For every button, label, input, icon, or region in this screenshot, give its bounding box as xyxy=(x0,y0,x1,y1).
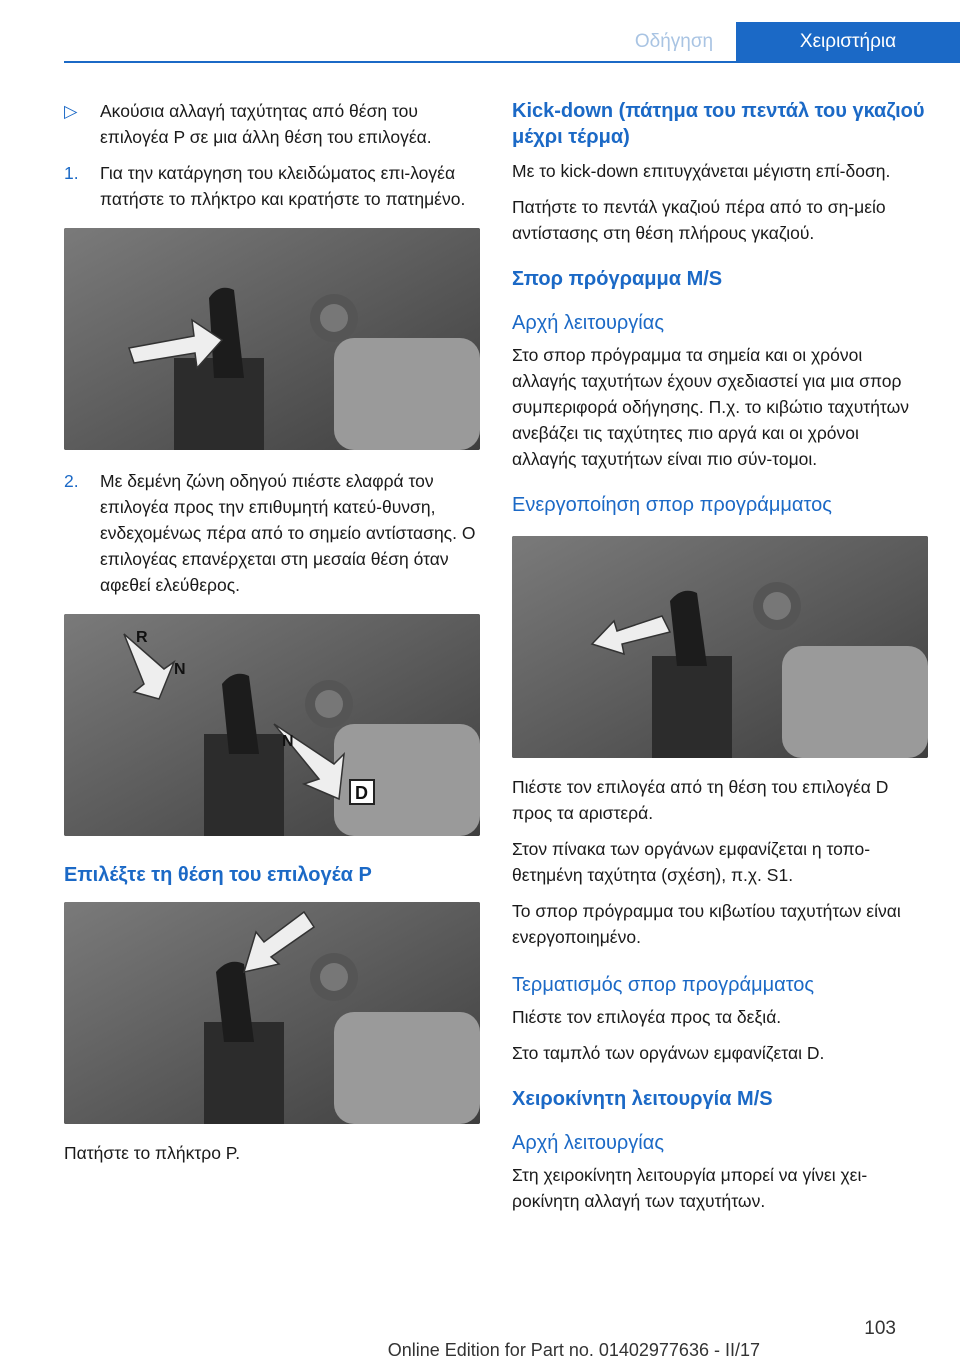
header-rule xyxy=(64,61,960,63)
page-footer xyxy=(0,1318,960,1362)
left-column xyxy=(64,98,480,1176)
active-chapter-tab[interactable]: Χειριστήρια xyxy=(736,22,960,62)
gear-label-n-top: N xyxy=(174,661,186,678)
press-p-text: Πατήστε το πλήκτρο P. xyxy=(64,1143,241,1163)
right-column xyxy=(512,98,928,1224)
warning-item xyxy=(64,98,480,150)
manual-text: Στη χειροκίνητη λειτουργία μπορεί να γίνει χει-ροκίνητη αλλαγή των ταχυτήτων. xyxy=(512,1165,868,1211)
step-1 xyxy=(64,160,480,212)
page-header xyxy=(0,0,960,62)
sport-activate-image xyxy=(512,536,928,758)
kickdown-heading: Kick-down (πάτημα του πεντάλ του γκαζιού μέχρι τέρμα) xyxy=(512,100,925,148)
step-2-text: Με δεμένη ζώνη οδηγού πιέστε ελαφρά τον επιλογέα προς την επιθυμητή κατεύ-θυνση, ενδεχομένως πέρα από το σημείο αντίστασης. Ο επιλογέας επανέρχεται στη μεσαία θέση όταν αφεθεί ελεύθερος. xyxy=(100,471,476,595)
end-text-1: Πιέστε τον επιλογέα προς τα δεξιά. xyxy=(512,1007,782,1027)
step-2 xyxy=(64,468,480,598)
select-p-heading: Επιλέξτε τη θέση του επιλογέα P xyxy=(64,864,372,886)
section-tab[interactable]: Οδήγηση xyxy=(634,31,714,52)
kickdown-text-2: Πατήστε το πεντάλ γκαζιού πέρα από το ση-μείο αντίστασης στη θέση πλήρους γκαζιού. xyxy=(512,197,886,243)
end-sport-heading: Τερματισμός σπορ προγράμματος xyxy=(512,974,815,996)
sport-program-heading: Σπορ πρόγραμμα M/S xyxy=(512,268,723,290)
activate-text-1: Πιέστε τον επιλογέα από τη θέση του επιλογέα D προς τα αριστερά. xyxy=(512,777,889,823)
gear-label-r: R xyxy=(136,629,148,646)
selector-positions-image xyxy=(64,614,480,836)
selector-unlock-image xyxy=(64,228,480,450)
edition-text: Online Edition for Part no. 01402977636 - II/17 xyxy=(387,1340,760,1360)
p-button-image xyxy=(64,902,480,1124)
warning-text: Ακούσια αλλαγή ταχύτητας από θέση του επιλογέα P σε μια άλλη θέση του επιλογέα. xyxy=(100,101,432,147)
principle-text: Στο σπορ πρόγραμμα τα σημεία και οι χρόνοι αλλαγής ταχυτήτων έχουν σχεδιαστεί για μια σπορ συμπεριφορά οδήγησης. Π.χ. το κιβώτιο ταχυτήτων ανεβάζει τις ταχύτητες πιο αργά και οι χρόνοι αλλαγής ταχυτήτων είναι πιο σύν-τομοι. xyxy=(512,345,910,469)
gear-label-n-bottom: N xyxy=(282,733,294,750)
manual-mode-heading: Χειροκίνητη λειτουργία M/S xyxy=(512,1088,773,1110)
step-1-text: Για την κατάργηση του κλειδώματος επι-λογέα πατήστε το πλήκτρο και κρατήστε το πατημένο. xyxy=(100,163,466,209)
gear-label-d: D xyxy=(355,783,368,803)
page-number: 103 xyxy=(864,1318,896,1339)
end-text-2: Στο ταμπλό των οργάνων εμφανίζεται D. xyxy=(512,1043,825,1063)
activate-sport-heading: Ενεργοποίηση σπορ προγράμματος xyxy=(512,494,832,516)
activate-text-2: Στον πίνακα των οργάνων εμφανίζεται η τοπο-θετημένη ταχύτητα (σχέση), π.χ. S1. xyxy=(512,839,871,885)
activate-text-3: Το σπορ πρόγραμμα του κιβωτίου ταχυτήτων είναι ενεργοποιημένο. xyxy=(512,901,901,947)
step-1-number: 1. xyxy=(64,163,79,183)
triangle-marker-icon: ▷ xyxy=(64,101,78,121)
kickdown-text-1: Με το kick-down επιτυγχάνεται μέγιστη επί-δοση. xyxy=(512,161,891,181)
manual-principle-heading: Αρχή λειτουργίας xyxy=(512,1132,664,1154)
principle-heading: Αρχή λειτουργίας xyxy=(512,312,664,334)
step-2-number: 2. xyxy=(64,471,79,491)
